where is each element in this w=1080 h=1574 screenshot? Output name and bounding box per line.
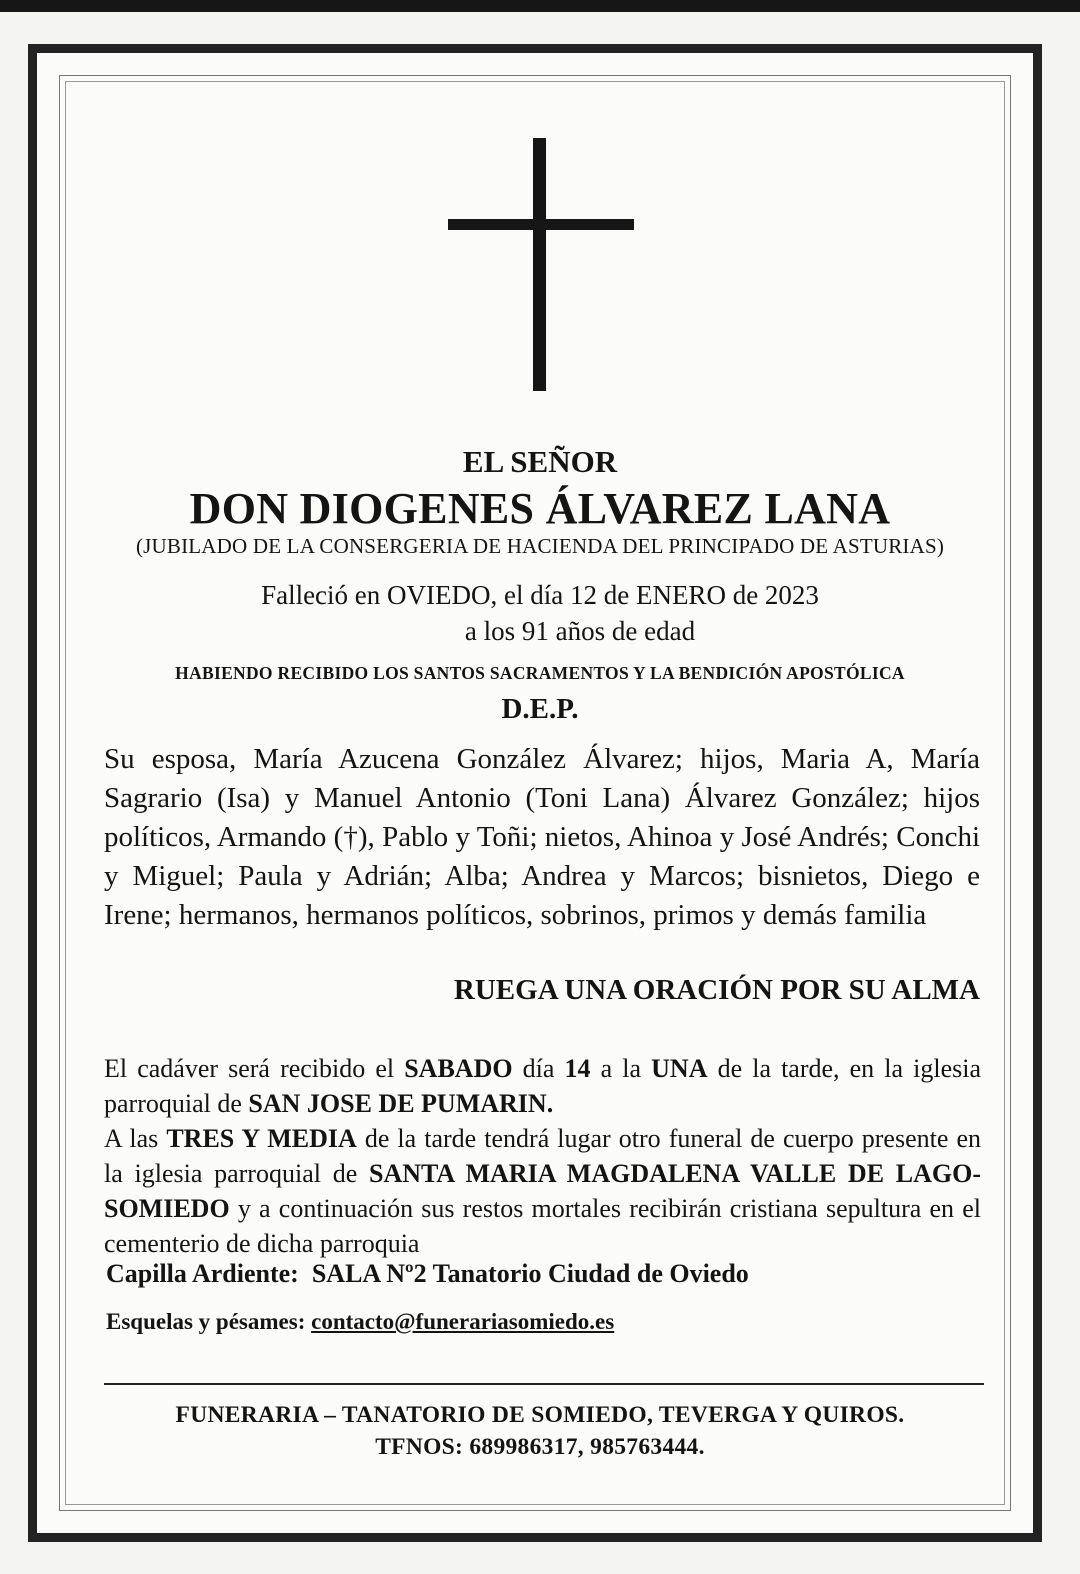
sacraments-line: HABIENDO RECIBIDO LOS SANTOS SACRAMENTOS Y LA BENDICIÓN APOSTÓLICA xyxy=(175,663,905,683)
cross-horizontal-bar xyxy=(448,219,634,230)
reception-paragraph xyxy=(104,1051,981,1121)
text-segment: El cadáver será recibido el xyxy=(104,1054,405,1083)
text-segment: A las xyxy=(104,1124,167,1153)
funeral-church: SANTA MARIA MAGDALENA VALLE DE LAGO-SOMIEDO xyxy=(104,1159,981,1223)
text-segment: día xyxy=(512,1054,565,1083)
deceased-name: DON DIOGENES ÁLVAREZ LANA xyxy=(189,484,891,533)
funeral-home-phones: TFNOS: 689986317, 985763444. xyxy=(375,1434,705,1460)
funeral-paragraph xyxy=(104,1121,981,1261)
death-line: Falleció en OVIEDO, el día 12 de ENERO de 2023 xyxy=(261,580,819,610)
family-paragraph: Su esposa, María Azucena González Álvarez; hijos, Maria A, María Sagrario (Isa) y Manuel Antonio (Toni Lana) Álvarez González; hijos políticos, Armando (†), Pablo y Toñi; nietos, Ahinoa y José Andrés; Conchi y Miguel; Paula y Adrián; Alba; Andrea y Marcos; bisnietos, Diego e Irene; hermanos, hermanos políticos, sobrinos, primos y demás familia xyxy=(104,743,980,931)
text-segment: de la tarde, en la iglesia parroquial de xyxy=(104,1054,981,1118)
cross-vertical-bar xyxy=(533,138,546,391)
occupation-line: (JUBILADO DE LA CONSERGERIA DE HACIENDA DEL PRINCIPADO DE ASTURIAS) xyxy=(135,534,945,558)
chapel-line: Capilla Ardiente: SALA Nº2 Tanatorio Ciudad de Oviedo xyxy=(106,1259,749,1288)
honorific-title: EL SEÑOR xyxy=(462,444,618,479)
funeral-hour: TRES Y MEDIA xyxy=(166,1124,357,1153)
prayer-request: RUEGA UNA ORACIÓN POR SU ALMA xyxy=(453,974,980,1006)
condolences-line xyxy=(106,1309,614,1335)
reception-date: 14 xyxy=(564,1054,591,1083)
condolences-label: Esquelas y pésames: xyxy=(106,1309,312,1334)
text-segment: a la xyxy=(590,1054,652,1083)
funeral-details xyxy=(104,1051,981,1261)
rip-line: D.E.P. xyxy=(501,693,579,725)
reception-hour: UNA xyxy=(651,1054,708,1083)
reception-church: SAN JOSE DE PUMARIN. xyxy=(248,1089,554,1118)
email-link[interactable]: contacto@funerariasomiedo.es xyxy=(311,1309,615,1334)
footer-divider xyxy=(104,1383,984,1385)
reception-day: SABADO xyxy=(404,1054,513,1083)
funeral-home-name: FUNERARIA – TANATORIO DE SOMIEDO, TEVERGA Y QUIROS. xyxy=(175,1402,905,1428)
text-segment: y a continuación sus restos mortales recibirán cristiana sepultura en el cementerio de dicha parroquia xyxy=(104,1194,981,1258)
age-line: a los 91 años de edad xyxy=(464,616,696,646)
text-segment: de la tarde tendrá lugar otro funeral de cuerpo presente en la iglesia parroquial de xyxy=(104,1124,981,1188)
